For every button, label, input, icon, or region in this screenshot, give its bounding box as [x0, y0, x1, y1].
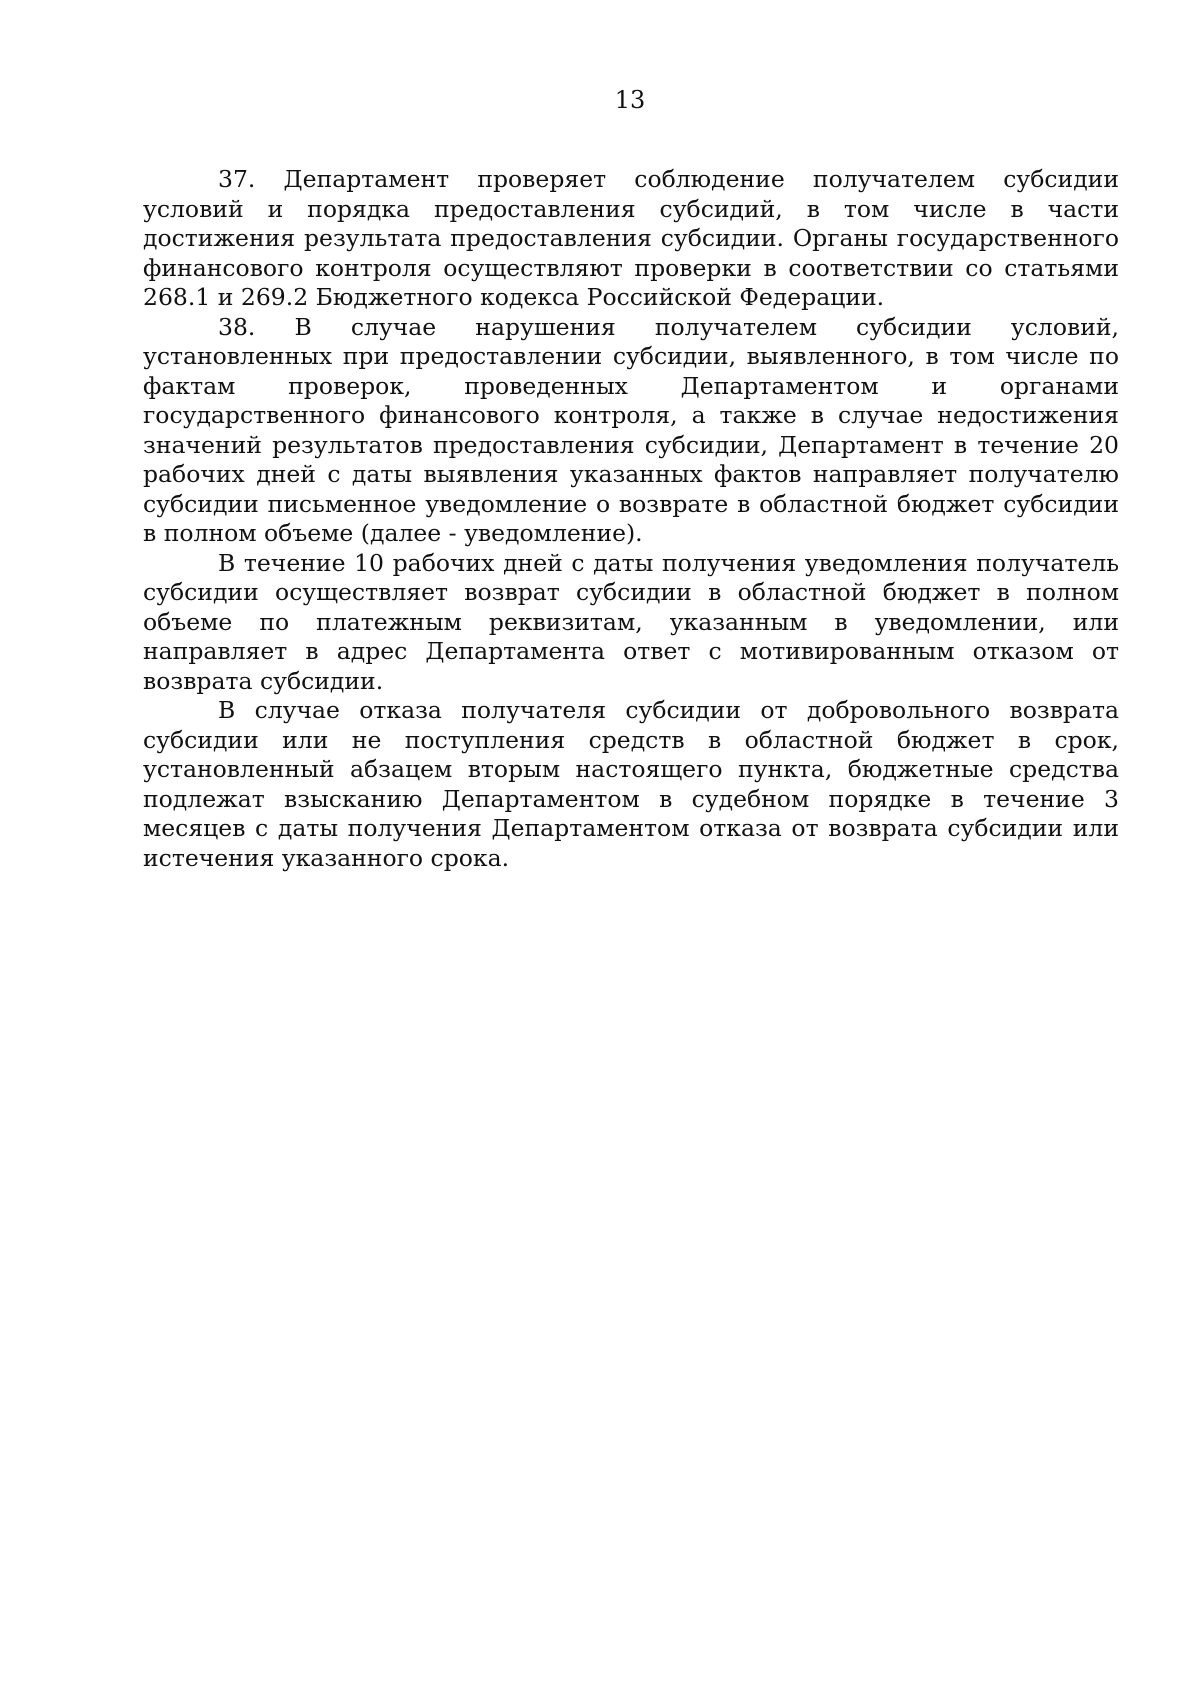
paragraph-37: 37. Департамент проверяет соблюдение получателем субсидии условий и порядка предоставления субсидий, в том числе в части достижения результата предоставления субсидии. Органы государственного финансового контроля осуществляют проверки в соответствии со статьями 268.1 и 269.2 Бюджетного кодекса Российской Федерации.	[143, 165, 1119, 311]
paragraph-38: 38. В случае нарушения получателем субсидии условий, установленных при предоставлении субсидии, выявленного, в том числе по фактам проверок, проведенных Департаментом и органами государственного финансового контроля, а также в случае недостижения значений результатов предоставления субсидии, Департамент в течение 20 рабочих дней с даты выявления указанных фактов направляет получателю субсидии письменное уведомление о возврате в областной бюджет субсидии в полном объеме (далее - уведомление).	[143, 312, 1119, 547]
document-body	[143, 165, 1119, 873]
page-number: 13	[614, 86, 646, 114]
paragraph-return-procedure: В течение 10 рабочих дней с даты получения уведомления получатель субсидии осуществляет возврат субсидии в областной бюджет в полном объеме по платежным реквизитам, указанным в уведомлении, или направляет в адрес Департамента ответ с мотивированным отказом от возврата субсидии.	[143, 548, 1119, 695]
paragraph-enforcement: В случае отказа получателя субсидии от добровольного возврата субсидии или не поступления средств в областной бюджет в срок, установленный абзацем вторым настоящего пункта, бюджетные средства подлежат взысканию Департаментом в судебном порядке в течение 3 месяцев с даты получения Департаментом отказа от возврата субсидии или истечения указанного срока.	[143, 696, 1119, 872]
